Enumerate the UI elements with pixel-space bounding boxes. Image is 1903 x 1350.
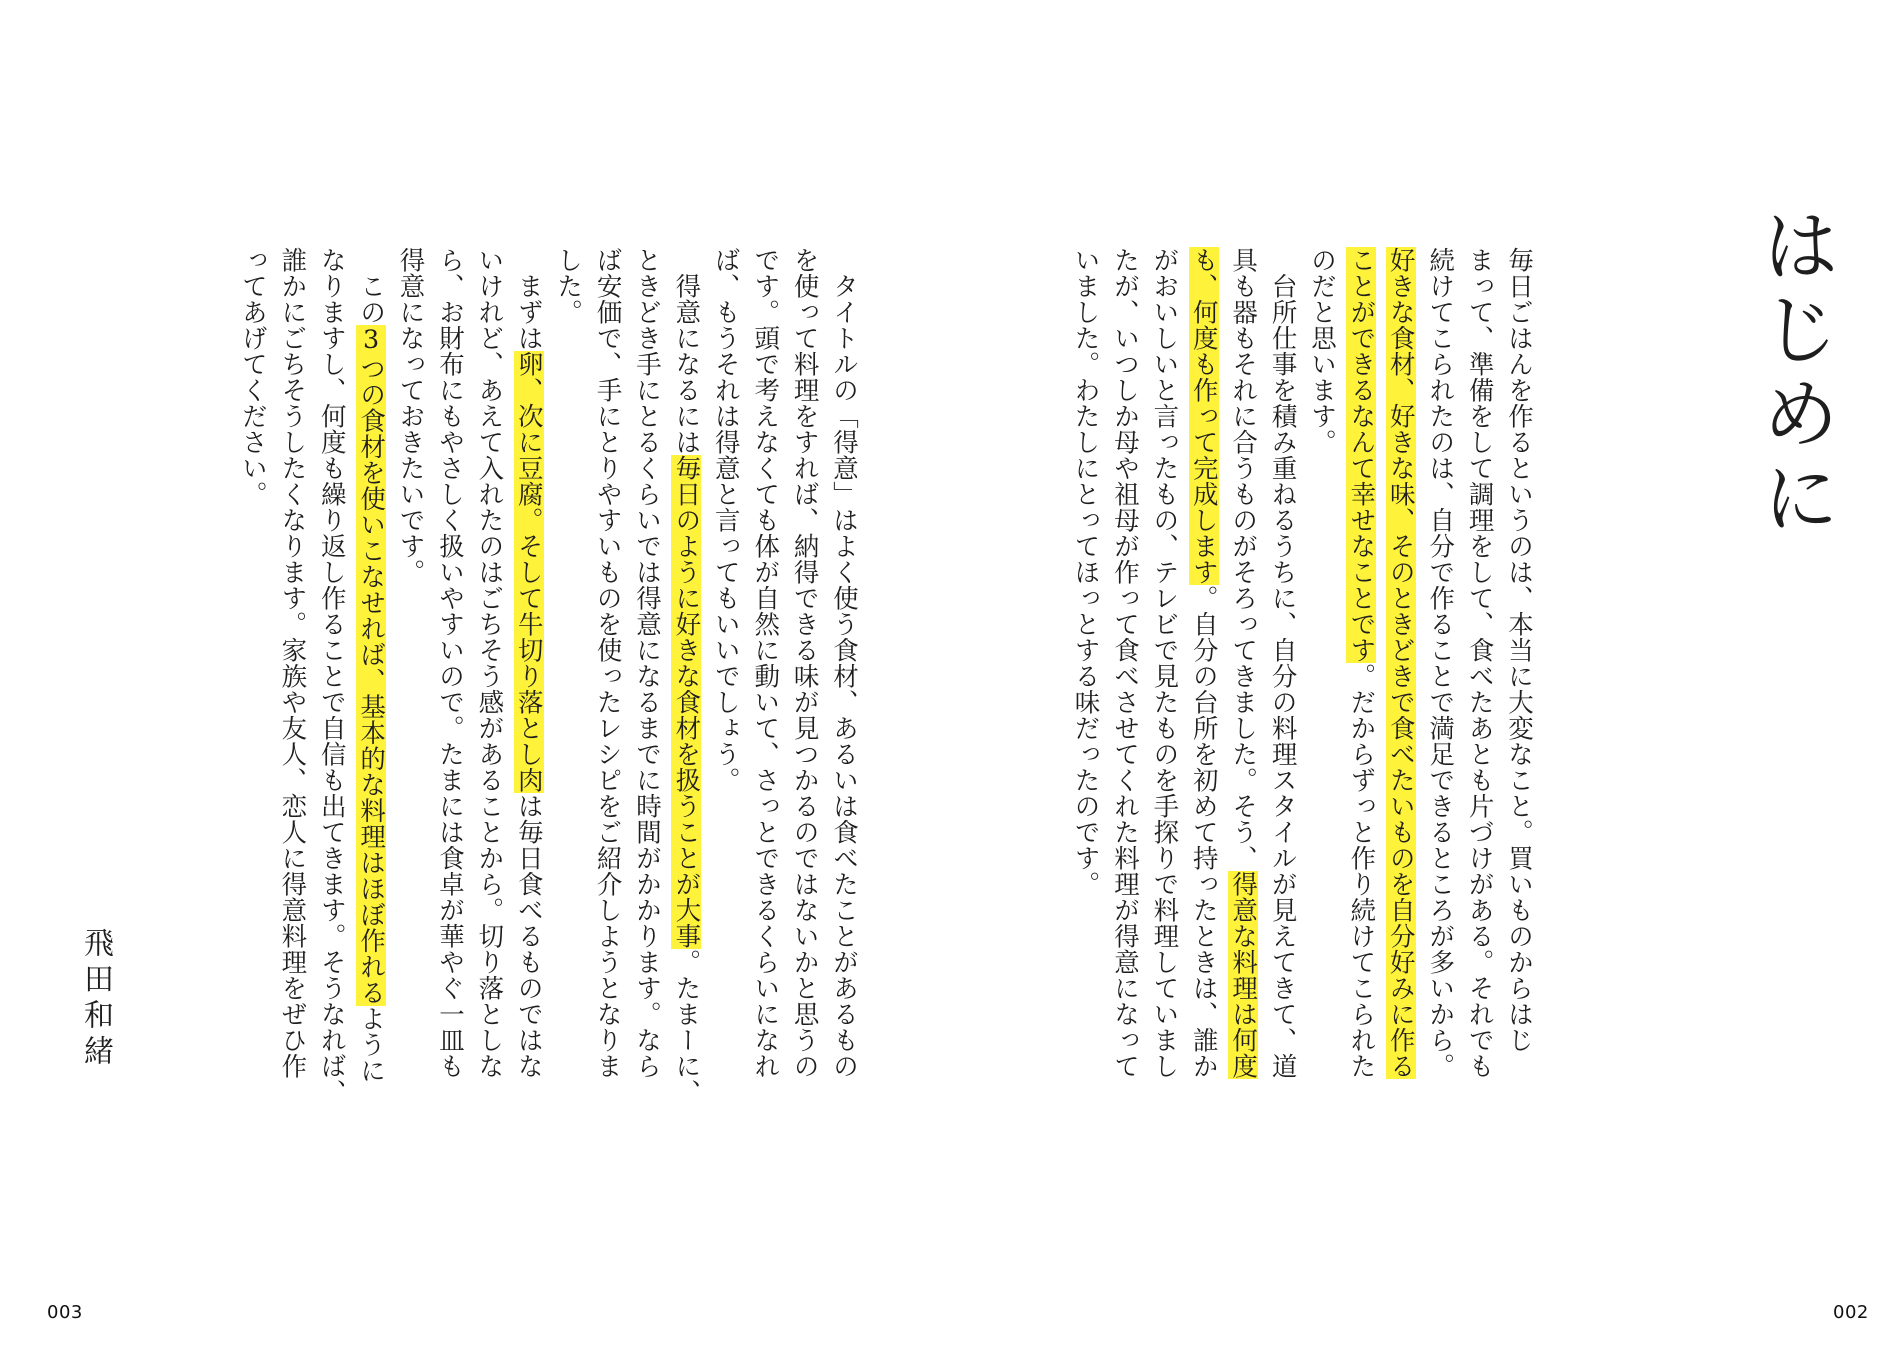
text-segment: 具も器もそれに合うものがそろってきました。そう、 <box>1228 247 1259 871</box>
page-number-right: 002 <box>1833 1302 1869 1323</box>
left-page-body <box>233 247 864 1105</box>
text-line <box>1380 247 1419 1079</box>
text-line <box>666 247 705 1105</box>
text-segment: 続けてこられたのは、自分で作ることで満足できるところが多いから。 <box>1425 247 1456 1079</box>
text-segment: ように <box>356 1005 387 1084</box>
text-line <box>784 247 823 1105</box>
text-line <box>1341 247 1380 1079</box>
text-line <box>587 247 626 1105</box>
text-line <box>390 247 429 1105</box>
highlighted-text: 3つの食材を使いこなせれば、基本的な料理はほぼ作れる <box>356 325 387 1006</box>
text-line <box>1144 247 1183 1079</box>
text-segment: まずは <box>513 247 544 351</box>
text-line <box>1302 247 1341 1079</box>
text-line <box>1223 247 1262 1079</box>
text-segment: のだと思います。 <box>1306 247 1337 455</box>
text-segment: ば、もうそれは得意と言ってもいいでしょう。 <box>710 247 741 793</box>
text-line <box>351 247 390 1105</box>
right-page-body <box>1065 247 1538 1079</box>
text-line <box>469 247 508 1105</box>
text-line <box>627 247 666 1105</box>
text-segment: 。たまーに、 <box>671 949 702 1105</box>
text-segment: たが、いつしか母や祖母が作って食べさせてくれた料理が得意になって <box>1109 247 1140 1079</box>
text-line <box>548 247 587 1105</box>
text-segment: ってあげてください。 <box>237 247 268 507</box>
text-segment: 誰かにごちそうしたくなります。家族や友人、恋人に得意料理をぜひ作 <box>277 247 308 1079</box>
text-line <box>1183 247 1222 1079</box>
page-number-left: 003 <box>47 1302 83 1323</box>
text-segment: は毎日食べるものではな <box>513 793 544 1079</box>
highlighted-text: ことができるなんて幸せなことです <box>1346 247 1377 663</box>
text-segment: 。自分の台所を初めて持ったときは、誰か <box>1188 585 1219 1079</box>
text-segment: 毎日ごはんを作るというのは、本当に大変なこと。買いものからはじ <box>1504 247 1534 1053</box>
highlighted-text: も、何度も作って完成します <box>1188 247 1219 585</box>
text-segment: まって、準備をして調理をして、食べたあとも片づけがある。それでも <box>1464 247 1495 1079</box>
author-name: 飛田和緒 <box>78 927 113 1071</box>
highlighted-text: 毎日のように好きな食材を扱うことが大事 <box>671 455 702 949</box>
text-segment: した。 <box>553 247 584 325</box>
highlighted-text: 好きな食材、好きな味、そのときどきで食べたいものを自分好みに作る <box>1385 247 1416 1079</box>
text-line <box>1262 247 1301 1079</box>
highlighted-text: 卵、次に豆腐。そして牛切り落とし肉 <box>513 351 544 793</box>
highlighted-text: 得意な料理は何度 <box>1228 871 1259 1079</box>
text-segment: 台所仕事を積み重ねるうちに、自分の料理スタイルが見えてきて、道 <box>1267 247 1298 1079</box>
text-line <box>233 247 272 1105</box>
text-segment: 得意になるには <box>671 247 702 455</box>
text-line <box>430 247 469 1105</box>
text-segment: なりますし、何度も繰り返し作ることで自信も出てきます。そうなれば、 <box>316 247 347 1105</box>
text-segment: 得意になっておきたいです。 <box>395 247 426 585</box>
text-segment: 。だからずっと作り続けてこられた <box>1346 663 1377 1079</box>
text-line <box>824 247 863 1105</box>
text-line <box>311 247 350 1105</box>
text-segment: この <box>356 247 387 325</box>
text-segment: です。頭で考えなくても体が自然に動いて、さっとできるくらいになれ <box>750 247 781 1079</box>
text-segment: いけれど、あえて入れたのはごちそう感があることから。切り落としな <box>474 247 505 1079</box>
text-line <box>1459 247 1498 1079</box>
text-segment: いました。わたしにとってほっとする味だったのです。 <box>1070 247 1101 897</box>
text-line <box>1065 247 1104 1079</box>
text-segment: ば安価で、手にとりやすいものを使ったレシピをご紹介しようとなりま <box>592 247 623 1079</box>
text-segment: がおいしいと言ったもの、テレビで見たものを手探りで料理していまし <box>1149 247 1180 1079</box>
text-line <box>1499 247 1538 1079</box>
text-line <box>508 247 547 1105</box>
text-segment: を使って料理をすれば、納得できる味が見つかるのではないかと思うの <box>789 247 820 1079</box>
text-line <box>745 247 784 1105</box>
text-line <box>272 247 311 1105</box>
text-segment: ときどき手にとるくらいでは得意になるまでに時間がかかります。なら <box>631 247 662 1079</box>
page-title: はじめに <box>1749 205 1839 541</box>
text-segment: タイトルの「得意」はよく使う食材、あるいは食べたことがあるもの <box>829 247 859 1079</box>
text-segment: ら、お財布にもやさしく扱いやすいので。たまには食卓が華やぐ一皿も <box>434 247 465 1079</box>
text-line <box>705 247 744 1105</box>
text-line <box>1105 247 1144 1079</box>
text-line <box>1420 247 1459 1079</box>
